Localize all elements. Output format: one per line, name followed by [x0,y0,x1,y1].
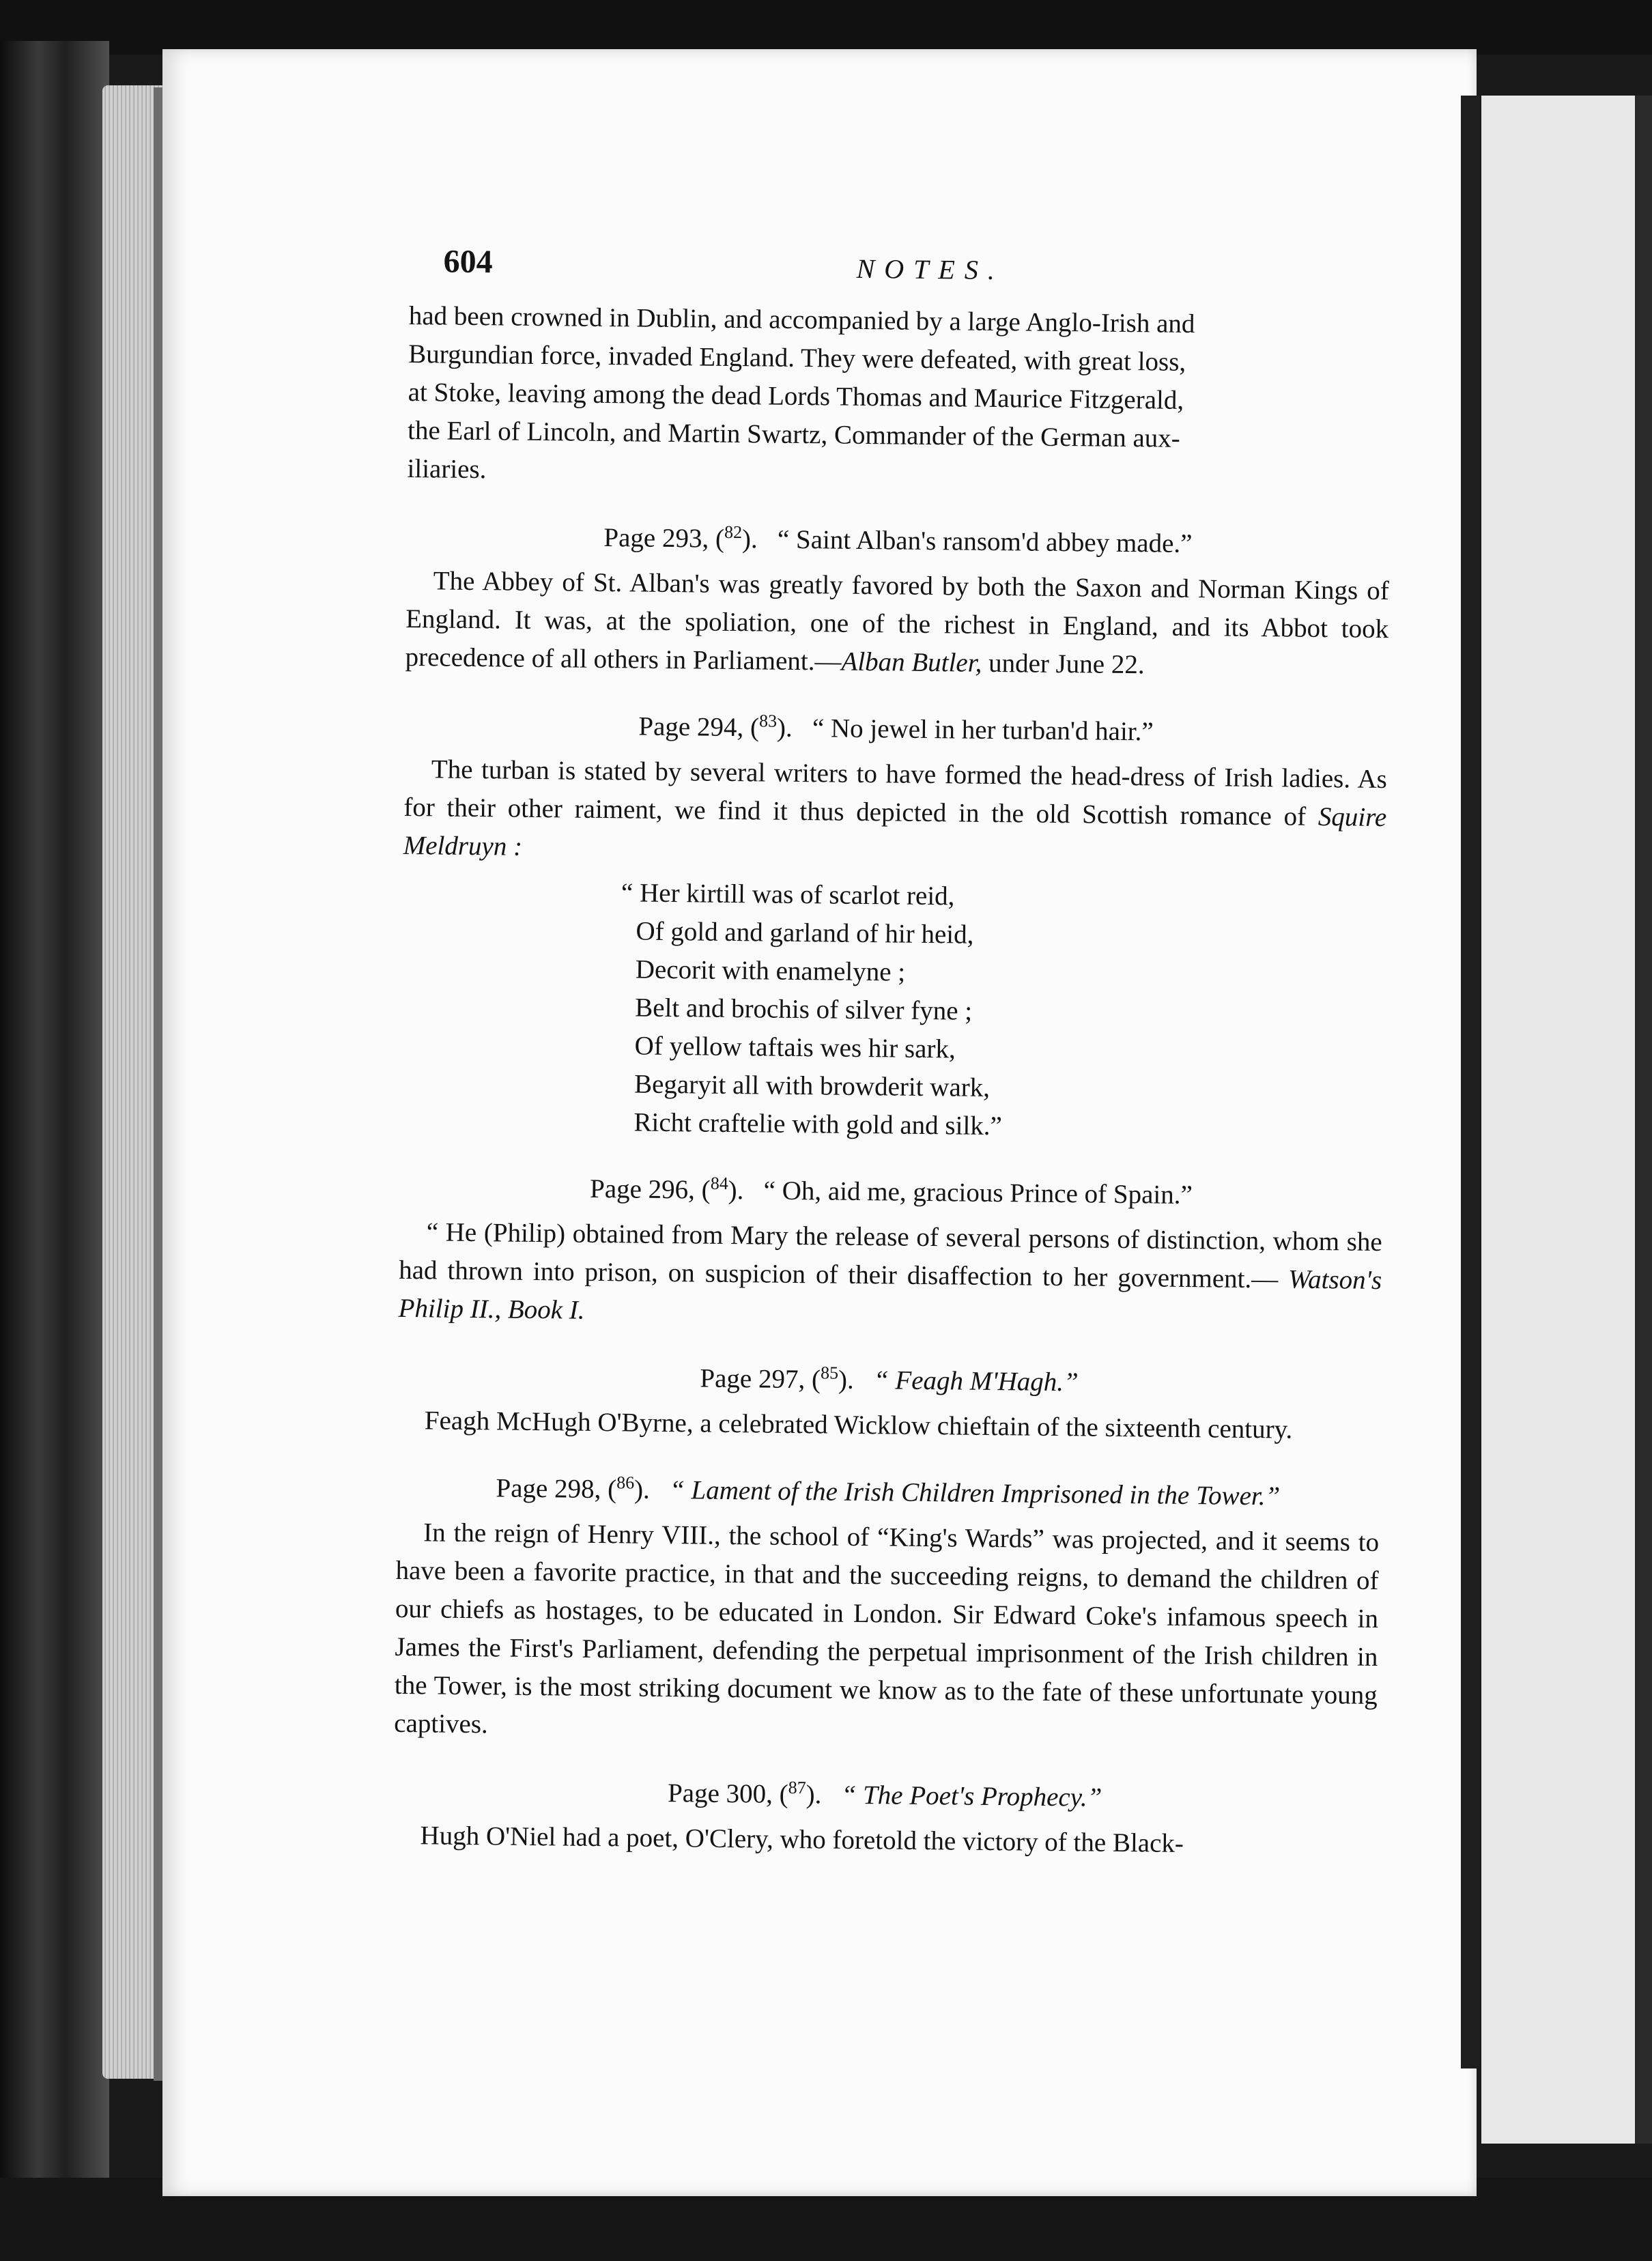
ref-close: ). [741,524,758,554]
ref-page: Page 297, ( [700,1363,821,1395]
note-body-84 [398,1213,1382,1338]
running-title: NOTES. [856,253,1005,286]
note-reference-83 [404,705,1388,754]
intro-line: iliaries. [407,453,487,485]
ref-close: ). [806,1780,822,1810]
note-body-82 [405,562,1389,687]
page-text [391,242,1393,2028]
note-reference-86 [397,1468,1380,1517]
page-header [443,243,1393,308]
verse-line: Richt craftelie with gold and silk.” [633,1107,1003,1141]
verse-line: Belt and brochis of silver fyne ; [635,993,973,1026]
facing-page-edge [1481,96,1652,2144]
verse-block [618,874,1386,1150]
ref-close: ). [728,1175,744,1206]
note-text: The turban is stated by several writers to have formed the head-dress of Irish ladies. As for their other raiment, we find it thus depicted in the old Scottish romance of [403,754,1388,831]
ref-page: Page 298, ( [496,1473,617,1505]
ref-close: ). [633,1475,651,1505]
note-reference-84 [399,1168,1383,1217]
verse-line: Decorit with enamelyne ; [635,954,906,987]
note-text: Hugh O'Niel had a poet, O'Clery, who foretold the victory of the Black- [420,1821,1184,1859]
ref-number: 86 [616,1473,635,1493]
note-text: In the reign of Henry VIII., the school of “King's Wards” was projected, and it seems to have been a favorite practice, in that and the succeeding reigns, to demand the children of our chiefs as hostages, to be educated in London. Sir Edward Coke's infamous speech in James the First's Parliament, defending the perpetual imprisonment of the Irish children in the Tower, is the most striking document we know as to the fate of these unfortunate young captives. [394,1518,1380,1739]
verse-line: Begaryit all with browderit wark, [633,1069,991,1103]
note-body-87 [393,1817,1376,1865]
ref-number: 85 [820,1363,839,1383]
intro-line: Burgundian force, invaded England. They were defeated, with great loss, [408,339,1186,377]
ref-number: 84 [710,1173,728,1193]
gutter-shadow [1461,96,1480,2068]
ref-page: Page 300, ( [667,1778,788,1809]
note-text: Feagh McHugh O'Byrne, a celebrated Wicklow chieftain of the sixteenth century. [424,1406,1293,1445]
verse-line: Of yellow taftais wes hir sark, [634,1031,956,1064]
ref-quote: “ Lament of the Irish Children Imprisoned in the Tower.” [669,1475,1281,1511]
ref-number: 83 [758,711,778,731]
note-reference-85 [397,1356,1381,1405]
note-text: “ He (Philip) obtained from Mary the release of several persons of distinction, whom she had thrown into prison, on suspicion of their disaffection to her government.— [399,1217,1382,1294]
verse-line: “ Her kirtill was of scarlot reid, [621,878,955,911]
verse-line: Of gold and garland of hir heid, [636,916,974,950]
intro-line: the Earl of Lincoln, and Martin Swartz, Commander of the German aux- [407,415,1181,453]
ref-number: 87 [788,1777,806,1798]
citation-rest: under June 22. [982,648,1145,680]
note-reference-82 [406,517,1390,565]
background-top [0,0,1652,55]
ref-quote: “ Oh, aid me, gracious Prince of Spain.” [763,1176,1193,1210]
citation-author: Alban Butler, [841,646,982,678]
ref-page: Page 293, ( [603,523,725,554]
ref-number: 82 [724,522,743,543]
book-spine [0,41,109,2212]
facing-page-shadow [1635,96,1652,2144]
page-number: 604 [443,243,493,281]
ref-quote: “ No jewel in her turban'd hair.” [812,713,1154,747]
ref-page: Page 294, ( [638,711,760,743]
ref-quote: “ The Poet's Prophecy.” [841,1780,1102,1812]
ref-close: ). [838,1365,854,1395]
note-body-86 [394,1513,1379,1753]
intro-paragraph [407,297,1392,498]
ref-page: Page 296, ( [589,1174,711,1205]
ref-quote: “ Saint Alban's ransom'd abbey made.” [777,524,1193,559]
intro-line: at Stoke, leaving among the dead Lords Thomas and Maurice Fitzgerald, [408,377,1184,415]
ref-quote: “ Feagh M'Hagh.” [873,1365,1079,1397]
note-body-83 [403,750,1387,875]
note-reference-87 [393,1772,1377,1820]
citation: Watson's Philip II., Book I. [398,1264,1382,1325]
note-text: The Abbey of St. Alban's was greatly favored by both the Saxon and Norman Kings of England. It was, at the spoliation, one of the richest in England, and its Abbot took precedence of all others in Parliament.— [405,566,1389,677]
ref-close: ). [776,713,793,743]
romance-title: Squire Meldruyn : [403,801,1387,862]
intro-line: had been crowned in Dublin, and accompanied by a large Anglo-Irish and [408,300,1195,339]
note-body-85 [397,1402,1381,1450]
